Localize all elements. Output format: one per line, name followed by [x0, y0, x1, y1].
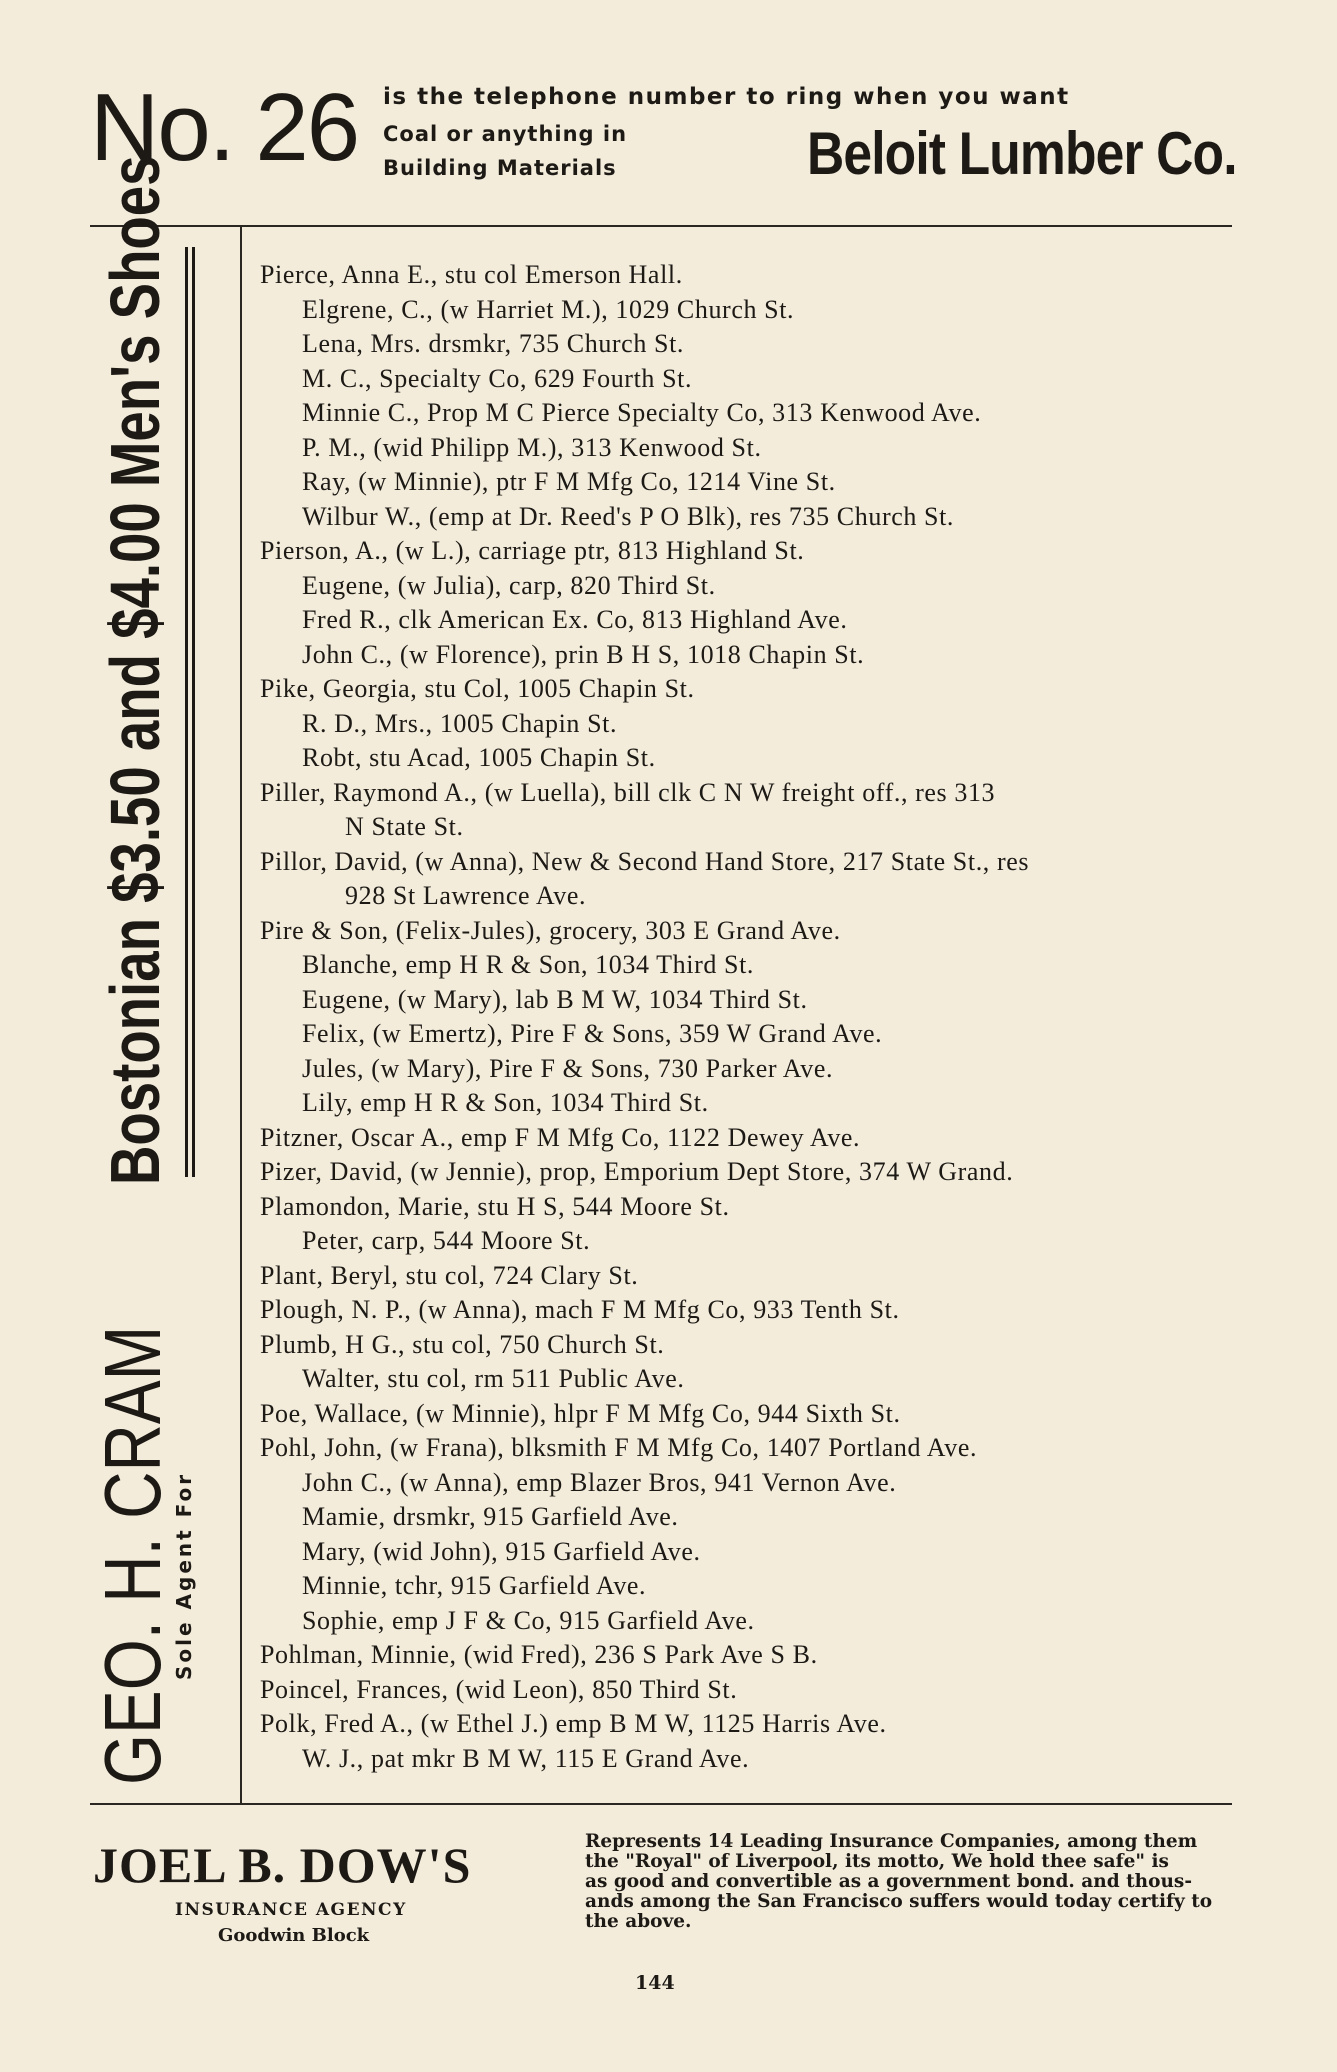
side-agent-label: Sole Agent For [172, 1471, 196, 1680]
footer-address: Goodwin Block [218, 1925, 370, 1946]
directory-entry: Pohlman, Minnie, (wid Fred), 236 S Park Ave S B. [260, 1640, 818, 1669]
side-cram-name-text: GEO. H. CRAM [88, 1325, 177, 1785]
side-cram-name [88, 1225, 178, 1785]
side-bar-left [185, 247, 188, 1177]
top-rule [90, 225, 1232, 227]
insurance-text-line: Represents 14 Leading Insurance Companies, among them [585, 1831, 1198, 1852]
page-number: 144 [635, 1972, 675, 1994]
directory-sub-entry: John C., (w Anna), emp Blazer Bros, 941 Vernon Ave. [302, 1467, 897, 1497]
insurance-text-line: the "Royal" of Liverpool, its motto, We hold thee safe" is [585, 1851, 1169, 1872]
directory-sub-entry: P. M., (wid Philipp M.), 313 Kenwood St. [302, 432, 762, 462]
footer-agency-name: JOEL B. DOW'S [93, 1837, 472, 1893]
directory-entry: Pitzner, Oscar A., emp F M Mfg Co, 1122 Dewey Ave. [260, 1122, 861, 1152]
directory-sub-entry: Ray, (w Minnie), ptr F M Mfg Co, 1214 Vine St. [302, 467, 836, 496]
directory-entry: Pire & Son, (Felix-Jules), grocery, 303 E Grand Ave. [260, 915, 841, 945]
footer-agency-subtitle: INSURANCE AGENCY [175, 1900, 407, 1920]
directory-sub-entry: Minnie, tchr, 915 Garfield Ave. [302, 1571, 647, 1600]
directory-entry: Plough, N. P., (w Anna), mach F M Mfg Co, 933 Tenth St. [260, 1295, 900, 1324]
directory-sub-entry: Robt, stu Acad, 1005 Chapin St. [302, 743, 656, 772]
directory-sub-entry: Mary, (wid John), 915 Garfield Ave. [302, 1536, 701, 1566]
directory-sub-entry: Eugene, (w Mary), lab B M W, 1034 Third St. [302, 984, 808, 1014]
column-divider [240, 226, 242, 1803]
side-bar-right [192, 247, 195, 1177]
directory-sub-entry: John C., (w Florence), prin B H S, 1018 Chapin St. [302, 639, 865, 669]
bottom-rule [90, 1803, 1232, 1805]
footer-insurance-text [585, 1832, 1235, 1932]
directory-entry: Plant, Beryl, stu col, 724 Clary St. [260, 1260, 639, 1290]
directory-entry: Pizer, David, (w Jennie), prop, Emporium Dept Store, 374 W Grand. [260, 1157, 1014, 1186]
directory-entry: Poe, Wallace, (w Minnie), hlpr F M Mfg Co, 944 Sixth St. [260, 1398, 901, 1428]
directory-entry: Pohl, John, (w Frana), blksmith F M Mfg Co, 1407 Portland Ave. [260, 1433, 978, 1462]
directory-sub-entry: Mamie, drsmkr, 915 Garfield Ave. [302, 1502, 679, 1531]
directory-entry: Plumb, H G., stu col, 750 Church St. [260, 1329, 665, 1359]
directory-sub-entry: R. D., Mrs., 1005 Chapin St. [302, 708, 618, 738]
directory-sub-entry: Jules, (w Mary), Pire F & Sons, 730 Parker Ave. [302, 1053, 834, 1083]
directory-entry-continuation: N State St. [345, 812, 464, 841]
directory-sub-entry: Lily, emp H R & Son, 1034 Third St. [302, 1088, 709, 1117]
directory-entry: Pike, Georgia, stu Col, 1005 Chapin St. [260, 674, 695, 703]
directory-sub-entry: Eugene, (w Julia), carp, 820 Third St. [302, 570, 716, 600]
directory-sub-entry: Blanche, emp H R & Son, 1034 Third St. [302, 950, 755, 979]
header-line-2: Coal or anything in [383, 122, 628, 146]
insurance-text-line: the above. [585, 1911, 692, 1932]
directory-entry: Pierson, A., (w L.), carriage ptr, 813 Highland St. [260, 536, 805, 565]
header-company: Beloit Lumber Co. [807, 120, 1237, 187]
directory-entry: Polk, Fred A., (w Ethel J.) emp B M W, 1125 Harris Ave. [260, 1709, 887, 1738]
directory-entry-continuation: 928 St Lawrence Ave. [345, 881, 587, 910]
directory-entry: Piller, Raymond A., (w Luella), bill clk C N W freight off., res 313 [260, 777, 996, 807]
header-line-1: is the telephone number to ring when you want [383, 84, 1070, 110]
directory-entry: Pillor, David, (w Anna), New & Second Hand Store, 217 State St., res [260, 846, 1030, 876]
directory-listing [260, 258, 1240, 1776]
directory-sub-entry: W. J., pat mkr B M W, 115 E Grand Ave. [302, 1743, 750, 1773]
directory-entry: Pierce, Anna E., stu col Emerson Hall. [260, 260, 683, 289]
directory-sub-entry: Elgrene, C., (w Harriet M.), 1029 Church St. [302, 294, 795, 324]
directory-sub-entry: Lena, Mrs. drsmkr, 735 Church St. [302, 329, 684, 358]
directory-sub-entry: Sophie, emp J F & Co, 915 Garfield Ave. [302, 1605, 755, 1635]
insurance-text-line: ands among the San Francisco suffers would today certify to [585, 1891, 1213, 1912]
directory-sub-entry: Minnie C., Prop M C Pierce Specialty Co, 313 Kenwood Ave. [302, 398, 982, 427]
directory-entry: Poincel, Frances, (wid Leon), 850 Third St. [260, 1674, 738, 1704]
directory-sub-entry: Peter, carp, 544 Moore St. [302, 1226, 591, 1255]
directory-sub-entry: Wilbur W., (emp at Dr. Reed's P O Blk), res 735 Church St. [302, 501, 955, 531]
header-number: 26 [255, 74, 359, 181]
directory-entry: Plamondon, Marie, stu H S, 544 Moore St. [260, 1191, 730, 1221]
directory-sub-entry: M. C., Specialty Co, 629 Fourth St. [302, 363, 693, 393]
directory-sub-entry: Walter, stu col, rm 511 Public Ave. [302, 1364, 685, 1393]
directory-sub-entry: Fred R., clk American Ex. Co, 813 Highland Ave. [302, 605, 848, 634]
side-shoes-ad-text: Bostonian $3.50 and $4.00 Men's Shoes [96, 155, 174, 1185]
insurance-text-line: as good and convertible as a government bond. and thous- [585, 1871, 1192, 1892]
directory-sub-entry: Felix, (w Emertz), Pire F & Sons, 359 W Grand Ave. [302, 1019, 883, 1048]
header-prefix: No. [90, 74, 234, 181]
header-line-3: Building Materials [383, 156, 617, 180]
side-shoes-ad [90, 0, 180, 1185]
